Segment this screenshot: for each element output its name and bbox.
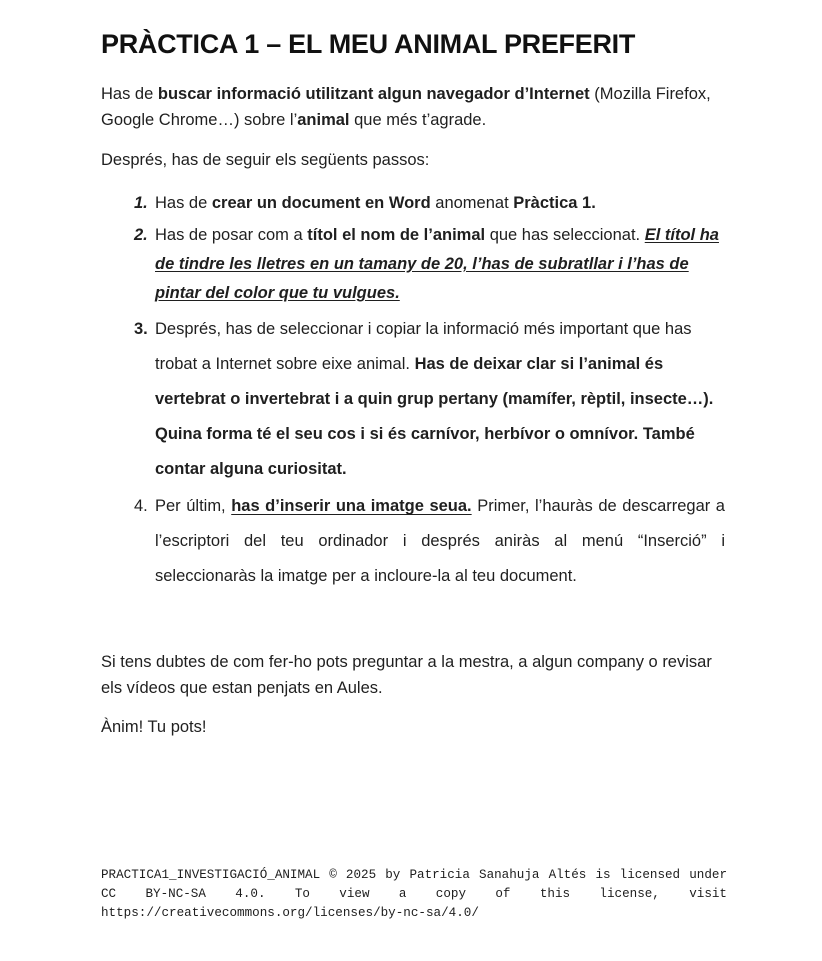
step2-text-bold-title: títol el nom de l’animal	[307, 226, 486, 245]
list-marker: 1.	[134, 194, 148, 213]
step3-text-bold-requirements: Has de deixar clar si l’animal és vertebrat o invertebrat i a quin grup pertany (mamífer, rèptil, insecte…). Quina forma té el seu cos i si és carnívor, herbívor o omnívor. També contar alguna curiositat.	[155, 355, 714, 479]
step4-text-a: Per últim,	[155, 497, 232, 516]
license-line-1: PRACTICA1_INVESTIGACIÓ_ANIMAL © 2025 by Patricia Sanahuja Altés is licensed under	[101, 868, 727, 882]
list-item	[101, 221, 725, 312]
step2-text-a: Has de posar com a	[155, 226, 308, 245]
step1-text-a: Has de	[155, 194, 212, 213]
step4-text-underlined-image: has d’inserir una imatge seua.	[231, 497, 472, 516]
closing-encouragement: Ànim! Tu pots!	[101, 718, 207, 737]
intro-text-c: (Mozilla Firefox, Google Chrome…) sobre l’	[101, 85, 711, 130]
list-item	[101, 312, 725, 489]
step4-text-c: Primer, l’hauràs de descarregar a l’escriptori del teu ordinador i després aniràs al menú “Inserció” i seleccionaràs la imatge per a incloure-la al teu document.	[155, 497, 725, 586]
intro-paragraph	[101, 60, 725, 133]
list-marker: 4.	[134, 497, 148, 516]
step1-text-bold-word: crear un document en Word	[211, 194, 431, 213]
closing-help-paragraph: Si tens dubtes de com fer-ho pots preguntar a la mestra, a algun company o revisar els vídeos que estan penjats en Aules.	[101, 653, 712, 698]
step3-text-a: Després, has de seleccionar i copiar la informació més important que has trobat a Internet sobre eixe animal.	[155, 320, 692, 374]
intro-text-bold-animal: animal	[297, 111, 350, 130]
intro-text-a: Has de	[101, 85, 158, 104]
step2-text-c: que has seleccionat.	[485, 226, 645, 245]
step1-text-c: anomenat	[430, 194, 514, 213]
license-line-2: CC BY-NC-SA 4.0. To view a copy of this license, visit	[101, 887, 727, 901]
license-notice	[101, 866, 727, 923]
step1-text-bold-practica: Pràctica 1.	[513, 194, 596, 213]
license-url[interactable]: https://creativecommons.org/licenses/by-nc-sa/4.0/	[101, 906, 479, 920]
list-marker: 2.	[134, 226, 148, 245]
intro-text-bold-browser: buscar informació utilitzant algun navegador d’Internet	[157, 85, 590, 104]
list-item	[101, 189, 725, 221]
list-item	[101, 489, 725, 594]
page-title: PRÀCTICA 1 – EL MEU ANIMAL PREFERIT	[101, 29, 636, 59]
list-marker: 3.	[134, 320, 148, 339]
steps-lead-in: Després, has de seguir els següents passos:	[101, 151, 430, 170]
steps-list	[101, 173, 725, 594]
closing-block	[101, 594, 725, 740]
document-body	[101, 0, 725, 740]
step2-text-underlined-emphasis: El títol ha de tindre les lletres en un tamany de 20, l’has de subratllar i l’has de pintar del color que tu vulgues.	[155, 226, 719, 303]
intro-text-e: que més t’agrade.	[349, 111, 487, 130]
